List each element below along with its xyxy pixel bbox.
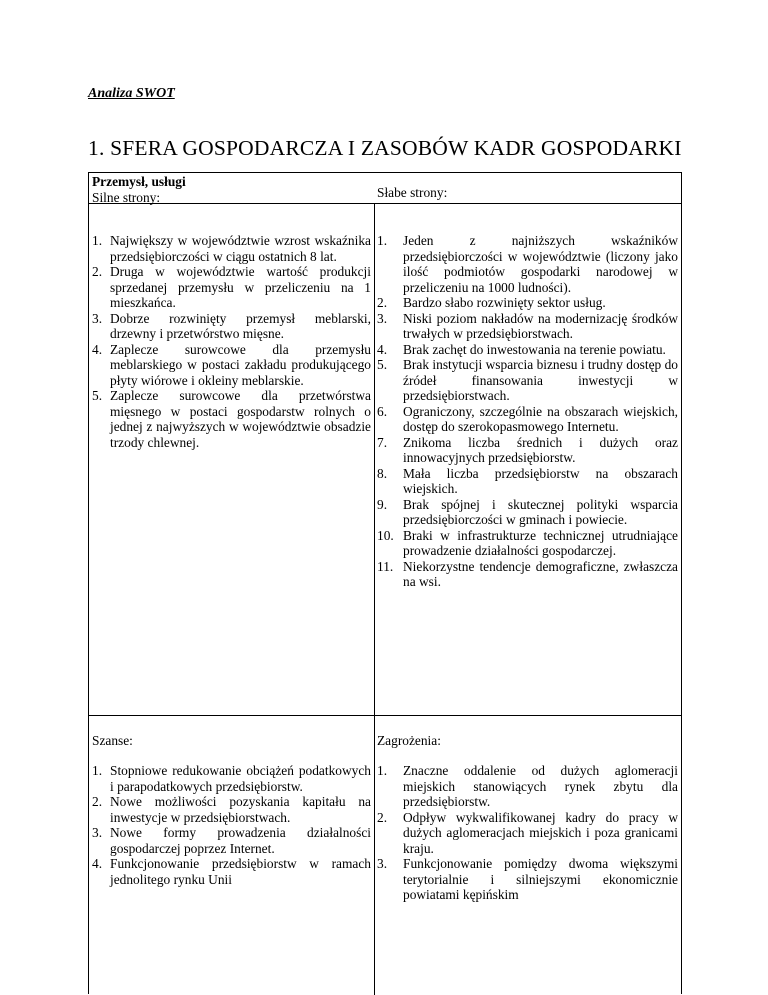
strengths-list [92, 233, 371, 450]
list-item: 1. Znaczne oddalenie od dużych aglomeracji miejskich stanowiących rynek zbytu dla przedsiębiorstw. [377, 763, 678, 809]
weaknesses-heading-cell [374, 185, 681, 201]
list-item: 3. Dobrze rozwinięty przemysł meblarski, drzewny i przetwórstwo mięsne. [92, 310, 371, 341]
list-item: 9. Brak spójnej i skutecznej polityki wsparcia przedsiębiorczości w gminach i powiecie. [377, 496, 678, 527]
list-item: 11. Niekorzystne tendencje demograficzne, zwłaszcza na wsi. [377, 558, 678, 589]
section-title: 1. SFERA GOSPODARCZA I ZASOBÓW KADR GOSPODARKI [88, 136, 682, 160]
weaknesses-cell [374, 233, 681, 590]
header-divider [89, 203, 681, 204]
opportunities-list [92, 763, 371, 887]
list-item: 4. Brak zachęt do inwestowania na terenie powiatu. [377, 341, 666, 357]
threats-cell [374, 763, 681, 903]
list-item: 3. Nowe formy prowadzenia działalności gospodarczej poprzez Internet. [92, 825, 371, 856]
list-item: 4. Zaplecze surowcowe dla przemysłu meblarskiego w postaci zakładu produkującego płyty wiórowe i okleiny meblarskie. [92, 341, 371, 388]
weaknesses-list [377, 233, 678, 590]
list-item: 1. Największy w województwie wzrost wskaźnika przedsiębiorczości w ciągu ostatnich 8 lat. [92, 233, 371, 264]
list-item: 4. Funkcjonowanie przedsiębiorstw w ramach jednolitego rynku Unii [92, 856, 371, 887]
threats-heading-cell [374, 733, 681, 749]
opportunities-cell [89, 763, 374, 887]
opportunities-heading-cell [89, 733, 374, 749]
strengths-heading: Silne strony: [92, 189, 161, 205]
list-item: 3. Niski poziom nakładów na modernizację środków trwałych w przedsiębiorstwach. [377, 310, 678, 341]
swot-table [88, 172, 682, 994]
list-item: 10. Braki w infrastrukturze technicznej utrudniające prowadzenie działalności gospodarczej. [377, 527, 678, 558]
row-divider [89, 715, 681, 716]
list-item: 8. Mała liczba przedsiębiorstw na obszarach wiejskich. [377, 465, 678, 496]
list-item: 2. Bardzo słabo rozwinięty sektor usług. [377, 295, 606, 310]
list-item: 2. Odpływ wykwalifikowanej kadry do pracy w dużych aglomeracjach miejskich i poza granicami kraju. [377, 809, 678, 856]
threats-list [377, 763, 678, 903]
list-item: 2. Nowe możliwości pozyskania kapitału na inwestycje w przedsiębiorstwach. [92, 794, 371, 825]
list-item: 5. Brak instytucji wsparcia biznesu i trudny dostęp do źródeł finansowania inwestycji w przedsiębiorstwach. [377, 357, 678, 403]
list-item: 6. Ograniczony, szczególnie na obszarach wiejskich, dostęp do szerokopasmowego Internetu. [377, 403, 678, 434]
list-item: 1. Jeden z najniższych wskaźników przedsiębiorczości w województwie (liczony jako ilość podmiotów gospodarki narodowej w przeliczeniu na 1000 ludności). [377, 233, 678, 295]
document-label: Analiza SWOT [88, 86, 175, 101]
opportunities-heading: Szanse: [92, 733, 133, 748]
list-item: 3. Funkcjonowanie pomiędzy dwoma większymi terytorialnie i silniejszymi ekonomicznie powiatami kępińskim [377, 856, 678, 902]
list-item: 1. Stopniowe redukowanie obciążeń podatkowych i parapodatkowych przedsiębiorstw. [92, 763, 371, 794]
weaknesses-heading: Słabe strony: [377, 185, 448, 200]
table-header-title: Przemysł, usługi [92, 174, 186, 189]
list-item: 5. Zaplecze surowcowe dla przetwórstwa mięsnego w postaci gospodarstw rolnych o jednej z najwyższych w województwie obsadzie trzody chlewnej. [92, 388, 371, 450]
list-item: 7. Znikoma liczba średnich i dużych oraz innowacyjnych przedsiębiorstw. [377, 434, 678, 465]
threats-heading: Zagrożenia: [377, 733, 441, 748]
list-item: 2. Druga w województwie wartość produkcji sprzedanej przemysłu w przeliczeniu na 1 mieszkańca. [92, 264, 371, 310]
strengths-cell [89, 233, 374, 450]
